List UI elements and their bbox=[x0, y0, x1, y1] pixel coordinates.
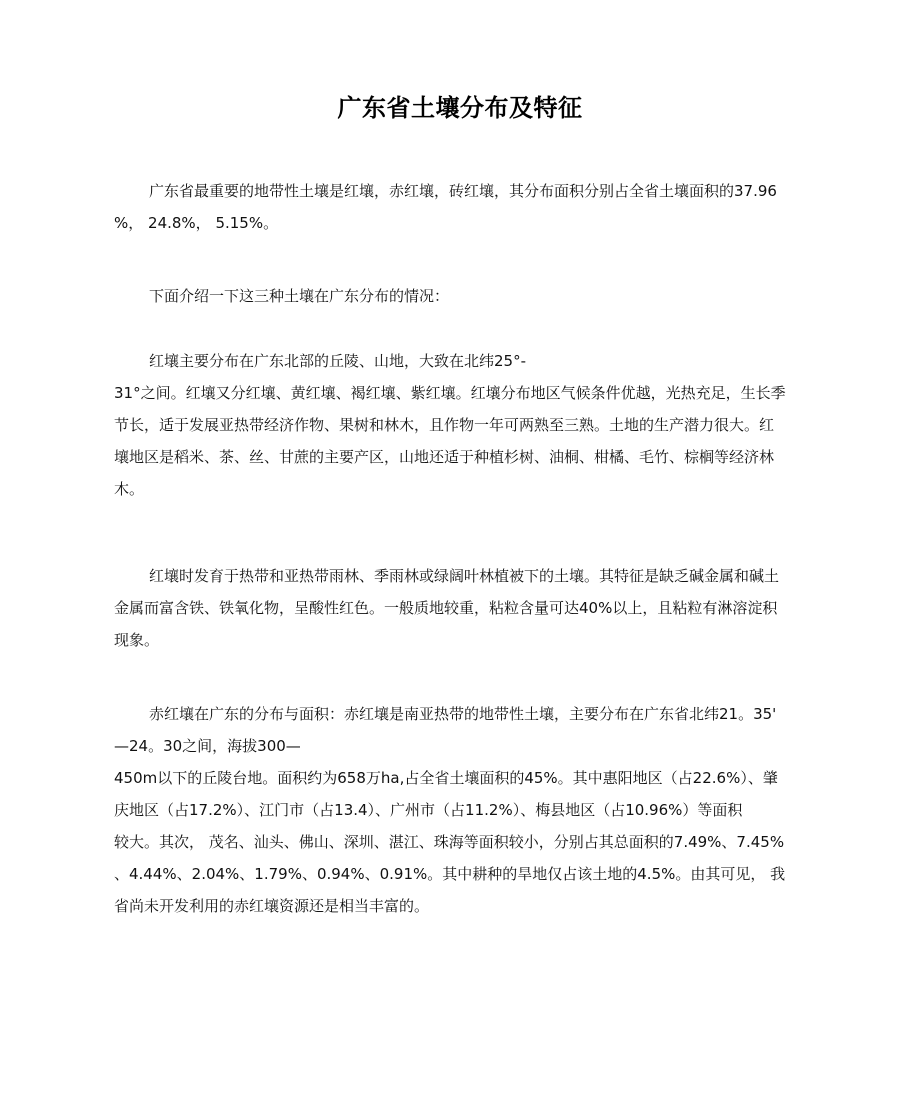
paragraph-4 bbox=[114, 560, 816, 656]
paragraph-line: 壤地区是稻米、茶、丝、甘蔗的主要产区，山地还适于种植杉树、油桐、柑橘、毛竹、棕榈等经济林 bbox=[114, 448, 775, 466]
paragraph-line: 450m以下的丘陵台地。面积约为658万ha,占全省土壤面积的45%。其中惠阳地区（占22.6%）、肇 bbox=[114, 769, 778, 787]
paragraph-line: %， 24.8%， 5.15%。 bbox=[114, 214, 279, 232]
paragraph-line: 下面介绍一下这三种土壤在广东分布的情况： bbox=[149, 287, 450, 305]
document-title: 广东省土壤分布及特征 bbox=[337, 94, 583, 122]
paragraph-line: 庆地区（占17.2%）、江门市（占13.4）、广州市（占11.2%）、梅县地区（占10.96%）等面积 bbox=[114, 801, 743, 819]
paragraph-line: 31°之间。红壤又分红壤、黄红壤、褐红壤、紫红壤。红壤分布地区气候条件优越，光热充足，生长季 bbox=[114, 384, 786, 402]
paragraph-line: 现象。 bbox=[114, 631, 160, 649]
paragraph-line: —24。30之间，海拔300— bbox=[114, 737, 301, 755]
paragraph-line: 广东省最重要的地带性土壤是红壤，赤红壤，砖红壤，其分布面积分别占全省土壤面积的37.96 bbox=[149, 182, 777, 200]
paragraph-3 bbox=[114, 345, 816, 505]
paragraph-line: 红壤时发育于热带和亚热带雨林、季雨林或绿阔叶林植被下的土壤。其特征是缺乏碱金属和碱土 bbox=[149, 567, 780, 585]
paragraph-line: 节长，适于发展亚热带经济作物、果树和林木，且作物一年可两熟至三熟。土地的生产潜力很大。红 bbox=[114, 416, 775, 434]
paragraph-2 bbox=[114, 280, 816, 312]
paragraph-line: 红壤主要分布在广东北部的丘陵、山地，大致在北纬25°- bbox=[149, 352, 527, 370]
paragraph-line: 较大。其次， 茂名、汕头、佛山、深圳、湛江、珠海等面积较小，分别占其总面积的7.49%、7.45% bbox=[114, 833, 785, 851]
paragraph-5 bbox=[114, 698, 816, 922]
paragraph-1 bbox=[114, 175, 816, 239]
paragraph-line: 金属而富含铁、铁氧化物，呈酸性红色。一般质地较重，粘粒含量可达40%以上，且粘粒有淋溶淀积 bbox=[114, 599, 778, 617]
paragraph-line: 、4.44%、2.04%、1.79%、0.94%、0.91%。其中耕种的旱地仅占该土地的4.5%。由其可见， 我 bbox=[114, 865, 786, 883]
paragraph-line: 赤红壤在广东的分布与面积：赤红壤是南亚热带的地带性土壤，主要分布在广东省北纬21。35' bbox=[149, 705, 777, 723]
paragraph-line: 省尚未开发利用的赤红壤资源还是相当丰富的。 bbox=[114, 897, 430, 915]
paragraph-line: 木。 bbox=[114, 480, 145, 498]
